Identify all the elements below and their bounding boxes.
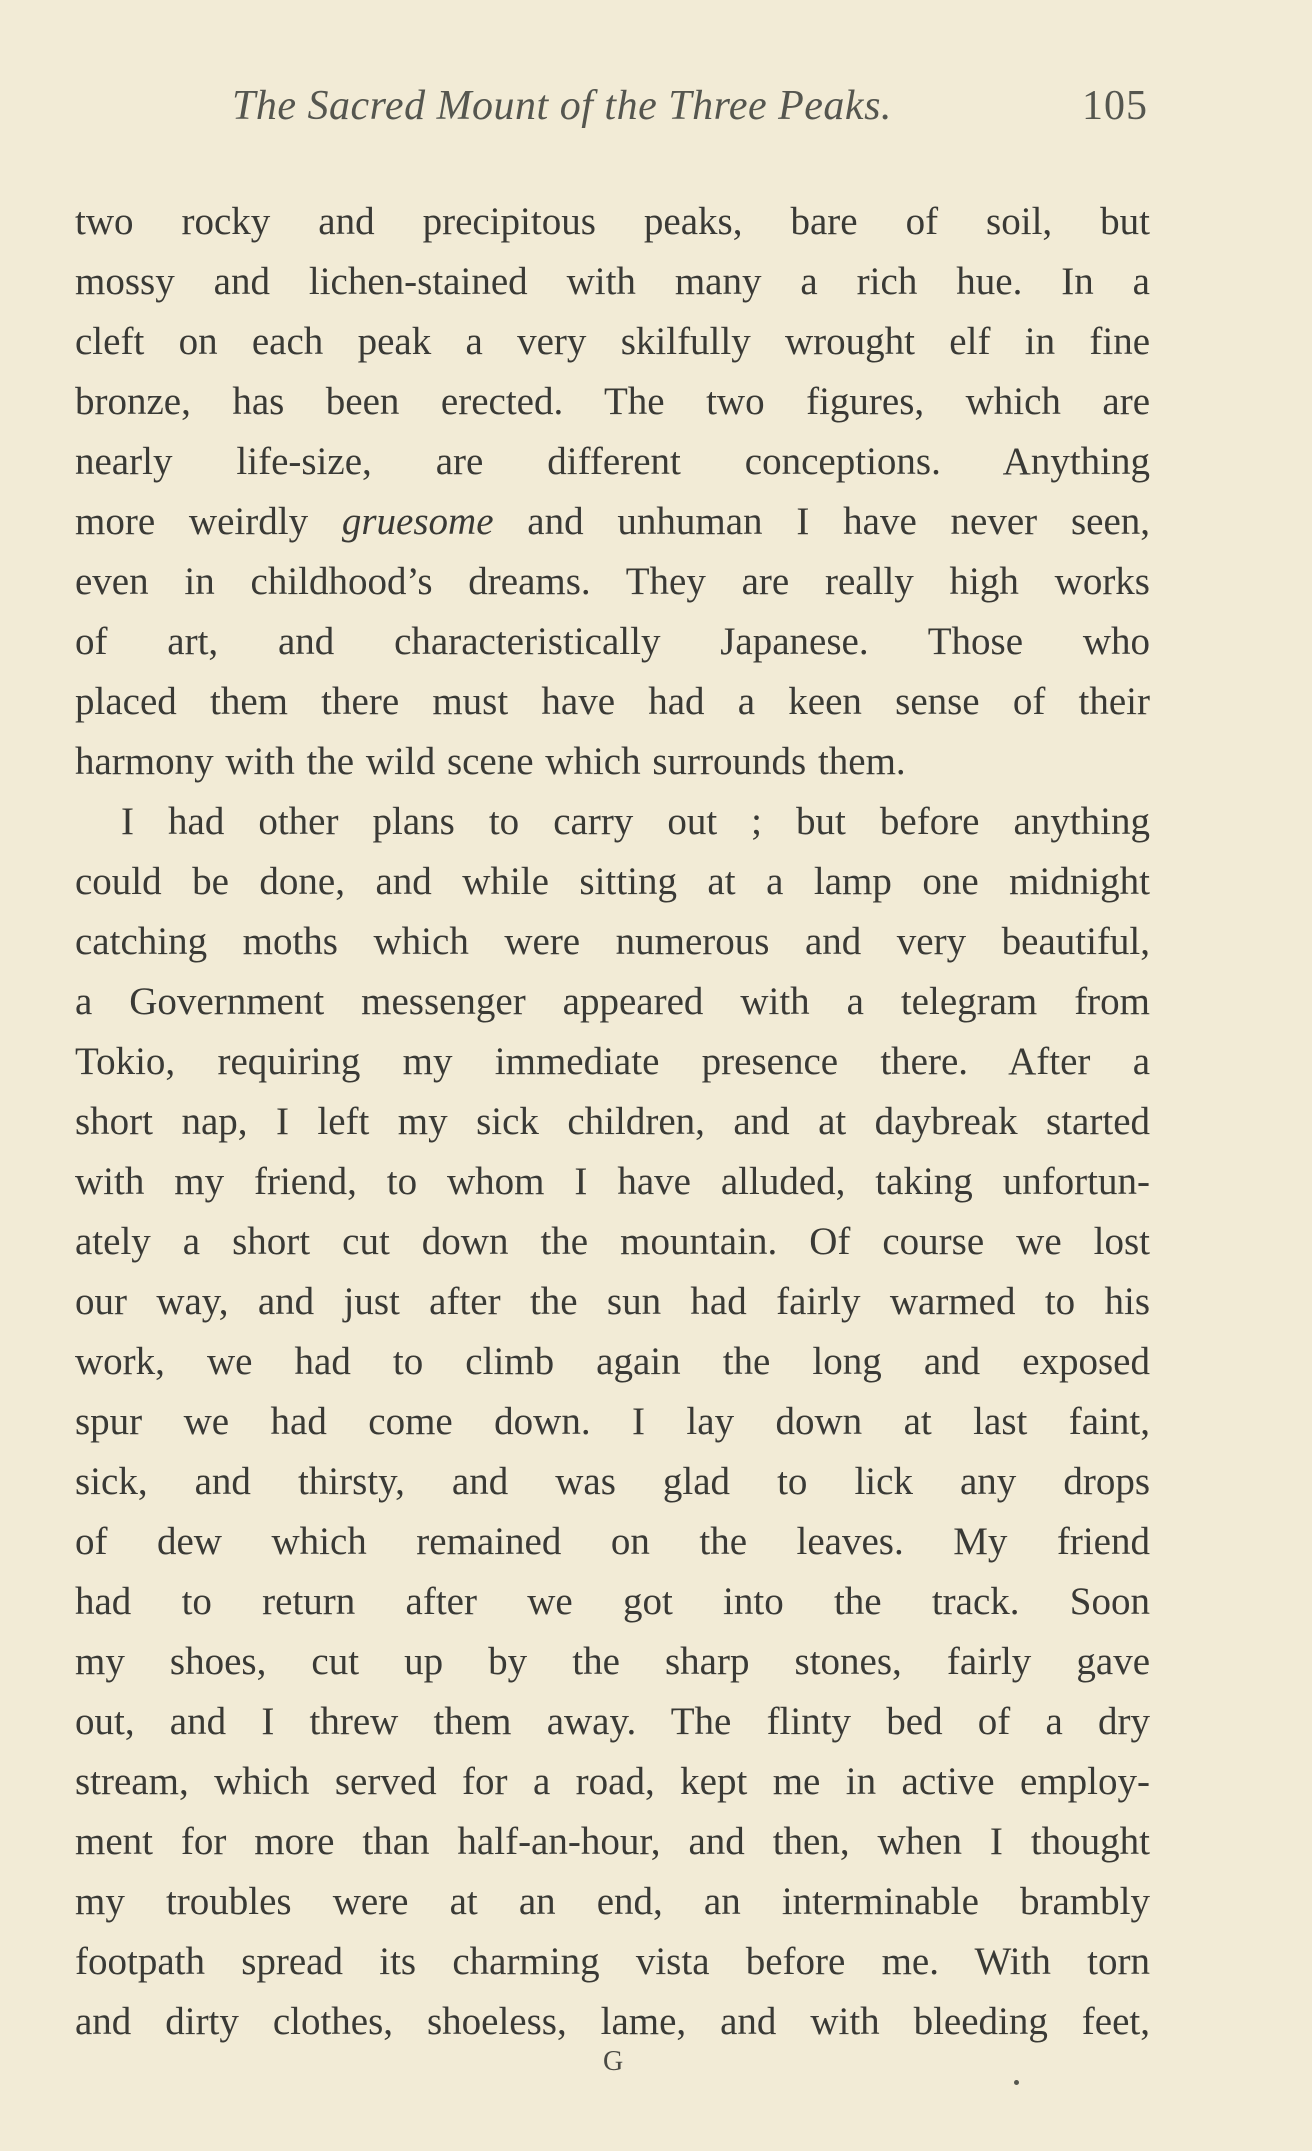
text-line: and dirty clothes, shoeless, lame, and with bleeding feet,: [75, 2000, 1150, 2043]
text-line: mossy and lichen-stained with many a rich hue. In a: [75, 260, 1150, 303]
signature-mark: G: [603, 2046, 624, 2077]
text-line: ment for more than half-an-hour, and then, when I thought: [75, 1820, 1150, 1863]
ink-speck: [1014, 2080, 1019, 2085]
text-line: had to return after we got into the track. Soon: [75, 1580, 1150, 1623]
text-line: placed them there must have had a keen sense of their: [75, 680, 1150, 723]
text-line: footpath spread its charming vista before me. With torn: [75, 1940, 1150, 1983]
text-line: a Government messenger appeared with a telegram from: [75, 980, 1150, 1023]
text-line: even in childhood’s dreams. They are really high works: [75, 560, 1150, 603]
text-line: nearly life-size, are different conceptions. Anything: [75, 440, 1150, 483]
page-number: 105: [1082, 83, 1148, 129]
text-line: work, we had to climb again the long and exposed: [75, 1340, 1150, 1383]
text-line: harmony with the wild scene which surrounds them.: [75, 740, 906, 783]
text-line: I had other plans to carry out ; but before anything: [121, 800, 1150, 843]
text-line: our way, and just after the sun had fairly warmed to his: [75, 1280, 1150, 1323]
body-text: [75, 192, 1150, 2052]
text-line: could be done, and while sitting at a lamp one midnight: [75, 860, 1150, 903]
text-line: my troubles were at an end, an interminable brambly: [75, 1880, 1150, 1923]
text-fragment: more weirdly: [75, 500, 342, 543]
text-fragment: and unhuman I have never seen,: [493, 500, 1150, 543]
text-line: out, and I threw them away. The flinty bed of a dry: [75, 1700, 1150, 1743]
text-line: spur we had come down. I lay down at last faint,: [75, 1400, 1150, 1443]
paragraph-2: [75, 792, 1150, 2052]
text-line: [75, 492, 1150, 552]
text-line: short nap, I left my sick children, and at daybreak started: [75, 1100, 1150, 1143]
text-line: catching moths which were numerous and very beautiful,: [75, 920, 1150, 963]
text-line: bronze, has been erected. The two figures, which are: [75, 380, 1150, 423]
text-line: of dew which remained on the leaves. My friend: [75, 1520, 1150, 1563]
text-line: cleft on each peak a very skilfully wrought elf in fine: [75, 320, 1150, 363]
text-line: of art, and characteristically Japanese. Those who: [75, 620, 1150, 663]
text-line: ately a short cut down the mountain. Of course we lost: [75, 1220, 1150, 1263]
text-line: my shoes, cut up by the sharp stones, fairly gave: [75, 1640, 1150, 1683]
running-title: The Sacred Mount of the Three Peaks.: [232, 83, 892, 129]
text-line: stream, which served for a road, kept me in active employ-: [75, 1760, 1150, 1803]
text-line: Tokio, requiring my immediate presence there. After a: [75, 1040, 1150, 1083]
italic-word: gruesome: [341, 500, 494, 543]
running-head: [0, 82, 1312, 142]
text-line: sick, and thirsty, and was glad to lick any drops: [75, 1460, 1150, 1503]
text-line: two rocky and precipitous peaks, bare of soil, but: [75, 200, 1150, 243]
text-line: with my friend, to whom I have alluded, taking unfortun-: [75, 1160, 1150, 1203]
paragraph-1: [75, 192, 1150, 792]
